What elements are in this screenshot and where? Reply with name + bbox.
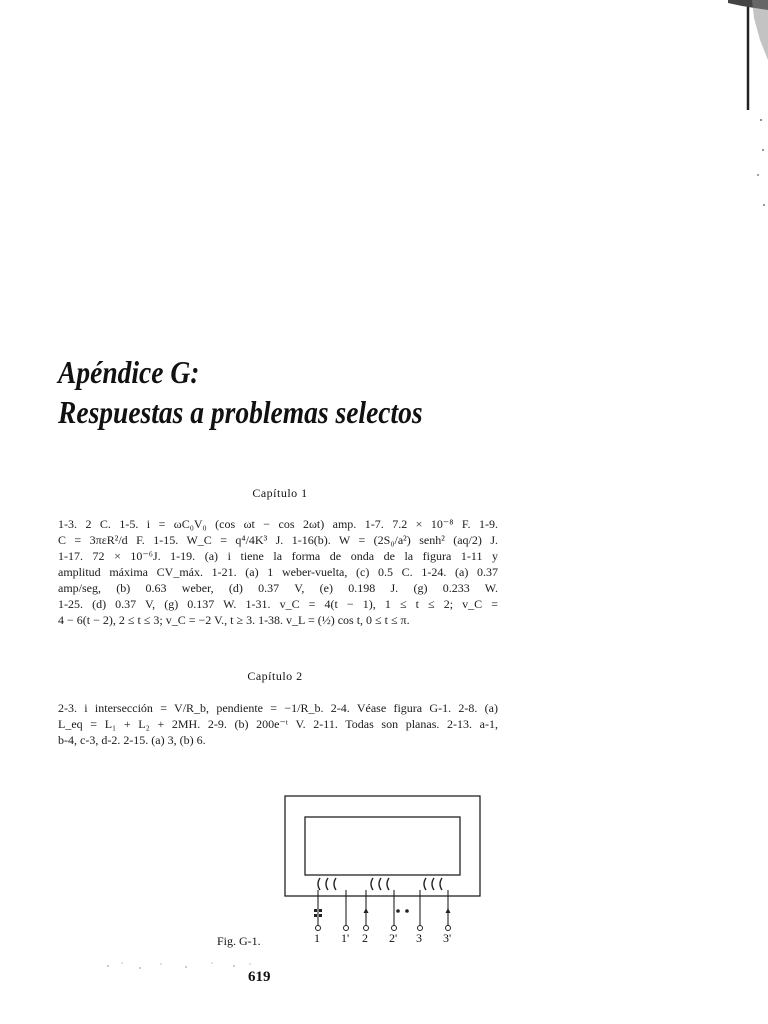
terminal-label: 1	[314, 931, 320, 945]
core-outer	[285, 796, 480, 896]
answer-line: amplitud máxima CV_máx. 1-21. (a) 1 weber-vuelta, (c) 0.5 C. 1-24. (a) 0.37	[58, 565, 498, 579]
terminal-label: 2	[362, 931, 368, 945]
polarity-marks	[314, 908, 451, 917]
scan-smudge	[100, 958, 260, 976]
answer-line: C = 3πεR²/d F. 1-15. W_C = q⁴/4K³ J. 1-16(b). W = (2S₀/a²) senh² (aq/2) J.	[58, 533, 498, 547]
answer-line: amp/seg, (b) 0.63 weber, (d) 0.37 V, (e) 0.198 J. (g) 0.233 W.	[58, 581, 498, 595]
figure-g1-diagram	[270, 790, 500, 935]
answer-line: 2-3. i intersección = V/R_b, pendiente = −1/R_b. 2-4. Véase figura G-1. 2-8. (a)	[58, 701, 498, 715]
terminal-label: 3	[416, 931, 422, 945]
answer-line: b-4, c-3, d-2. 2-15. (a) 3, (b) 6.	[58, 733, 206, 747]
appendix-title-line1: Apéndice G:	[58, 354, 200, 390]
figure-caption: Fig. G-1.	[217, 934, 261, 948]
chapter-1-answers	[58, 516, 498, 628]
answer-line: 1-17. 72 × 10⁻⁶J. 1-19. (a) i tiene la forma de onda de la figura 1-11 y	[58, 549, 498, 563]
answer-line: 4 − 6(t − 2), 2 ≤ t ≤ 3; v_C = −2 V., t ≥ 3. 1-38. v_L = (½) cos t, 0 ≤ t ≤ π.	[58, 613, 410, 627]
chapter-1-heading: Capítulo 1	[252, 486, 308, 500]
terminal-circles	[316, 926, 451, 931]
terminal-label: 3'	[443, 931, 452, 945]
appendix-title	[58, 352, 423, 432]
terminal-label: 1'	[341, 931, 350, 945]
coil-windings	[318, 878, 442, 890]
page-number: 619	[248, 969, 271, 985]
answer-line: 1-25. (d) 0.37 V, (g) 0.137 W. 1-31. v_C = 4(t − 1), 1 ≤ t ≤ 2; v_C =	[58, 597, 498, 611]
appendix-title-line2: Respuestas a problemas selectos	[58, 394, 423, 430]
chapter-2-answers	[58, 700, 498, 748]
chapter-2-heading: Capítulo 2	[247, 669, 303, 683]
answer-line: L_eq = L₁ + L₂ + 2MH. 2-9. (b) 200e⁻ᵗ V. 2-11. Todas son planas. 2-13. a-1,	[58, 717, 498, 731]
terminal-label: 2'	[389, 931, 398, 945]
answer-line: 1-3. 2 C. 1-5. i = ωC₀V₀ (cos ωt − cos 2ωt) amp. 1-7. 7.2 × 10⁻⁸ F. 1-9.	[58, 517, 498, 531]
scan-edge-shadow	[728, 0, 768, 220]
core-window	[305, 817, 460, 875]
